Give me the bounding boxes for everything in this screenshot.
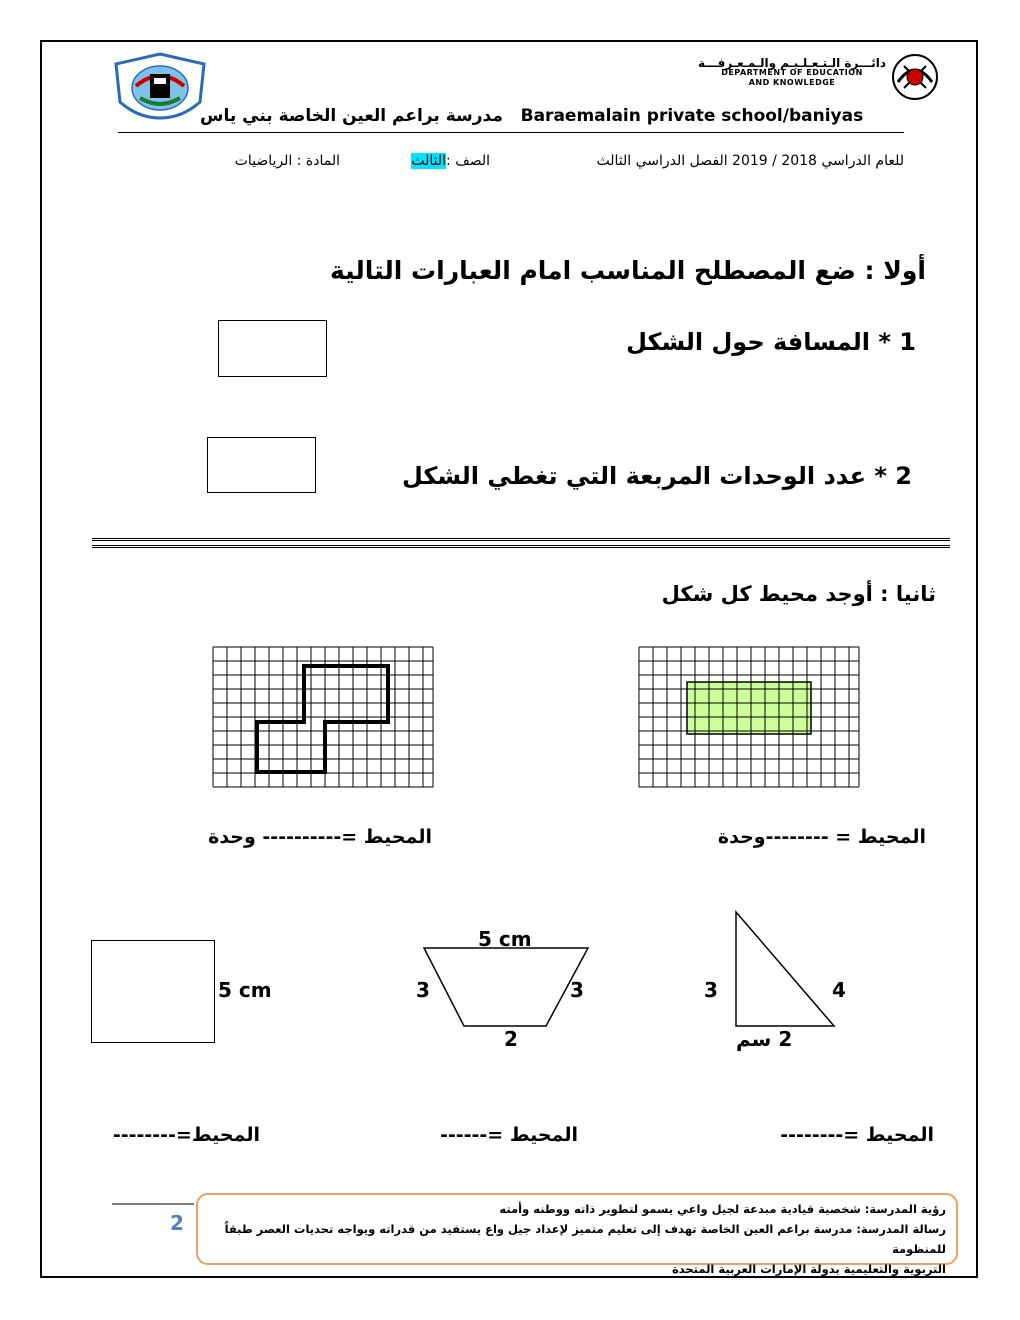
triangle-shape (732, 910, 838, 1032)
perimeter-answer-right: المحيط = --------وحدة (717, 826, 926, 848)
school-name (200, 106, 864, 126)
trapezoid-left-label: 3 (416, 978, 430, 1002)
square-perimeter-answer: المحيط=-------- (112, 1124, 260, 1146)
department-logo-text (696, 58, 888, 88)
grade-label: الصف : (446, 153, 490, 169)
school-vision-box (196, 1193, 958, 1276)
school-mission: رسالة المدرسة: مدرسة براعم العين الخاصة تهدف إلى تعليم متميز لإعداد جيل واع يستفيد من قدراته ويواجه تحديات العصر طبقاً للمنظومة (224, 1222, 946, 1256)
square-shape (91, 940, 215, 1043)
header-divider (118, 132, 904, 133)
department-name-en-2: AND KNOWLEDGE (748, 78, 836, 87)
trapezoid-bottom-label: 2 (504, 1027, 518, 1051)
department-emblem (890, 52, 940, 102)
triangle-hypotenuse-label: 4 (832, 978, 846, 1002)
grade-info (380, 153, 490, 169)
subject-info: المادة : الرياضيات (234, 153, 340, 169)
school-name-en: Baraemalain private school/baniyas (520, 106, 864, 126)
section-2-title: ثانيا : أوجد محيط كل شكل (661, 582, 936, 606)
page-number-line (112, 1203, 194, 1205)
square-side-label: 5 cm (218, 978, 272, 1002)
trapezoid-shape (420, 946, 592, 1034)
section-separator (92, 538, 950, 548)
triangle-perimeter-answer: المحيط =-------- (780, 1124, 934, 1146)
answer-box-1[interactable] (218, 320, 327, 377)
school-vision: رؤية المدرسة: شخصية قيادية مبدعة لجيل واعي يسمو لتطوير ذاته ووطنه وأمته (499, 1202, 946, 1216)
trapezoid-top-label: 5 cm (478, 927, 532, 951)
academic-year: للعام الدراسي 2018 / 2019 الفصل الدراسي الثالث (596, 153, 904, 169)
school-logo (112, 52, 208, 120)
perimeter-answer-left: المحيط =---------- وحدة (208, 826, 432, 848)
department-name-ar: دائـــرة الـتـعـلـيـم والـمـعـرفـــة (697, 56, 887, 70)
trapezoid-right-label: 3 (570, 978, 584, 1002)
page-number: 2 (170, 1211, 184, 1235)
department-name-en: DEPARTMENT OF EDUCATION (721, 68, 863, 77)
school-name-ar: مدرسة براعم العين الخاصة بني ياس (200, 106, 503, 126)
grade-value: الثالث (411, 153, 447, 169)
triangle-left-label: 3 (704, 978, 718, 1002)
grid-figure-right (638, 646, 860, 792)
question-1: 1 * المسافة حول الشكل (626, 328, 916, 356)
triangle-bottom-label: 2 سم (736, 1027, 793, 1051)
school-mission-cont: التربوية والتعليمية بدولة الإمارات العربية المتحدة (671, 1262, 946, 1276)
grid-figure-left (212, 646, 434, 792)
section-1-title: أولا : ضع المصطلح المناسب امام العبارات التالية (330, 256, 926, 285)
answer-box-2[interactable] (207, 437, 316, 493)
question-2: 2 * عدد الوحدات المربعة التي تغطي الشكل (401, 462, 912, 490)
trapezoid-perimeter-answer: المحيط =------ (439, 1124, 578, 1146)
